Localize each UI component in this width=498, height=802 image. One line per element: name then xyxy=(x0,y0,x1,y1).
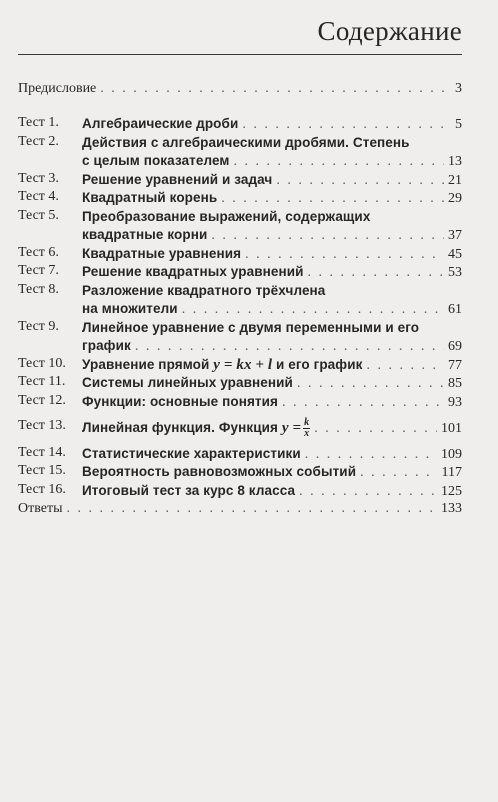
title-underline xyxy=(18,54,462,55)
toc-entry-title: Квадратный корень xyxy=(82,190,218,205)
toc-answers-page: 133 xyxy=(441,501,462,516)
toc-entry-page: 85 xyxy=(448,376,462,391)
toc-entry-page: 45 xyxy=(448,247,462,262)
toc-entry-title-continued: график xyxy=(82,338,131,353)
toc-entry-title: Линейное уравнение с двумя переменными и его xyxy=(82,320,420,335)
leader-dots xyxy=(305,446,437,464)
toc-entry-title: Преобразование выражений, содержащих xyxy=(82,209,371,224)
toc-entry-test-15[interactable] xyxy=(82,463,462,481)
leader-dots xyxy=(234,153,444,171)
toc-preface[interactable] xyxy=(18,80,462,98)
toc-entry-title: Линейная функция. Функция xyxy=(82,420,278,436)
toc-entry-page: 13 xyxy=(448,154,462,169)
toc-entry-test-5-line1[interactable] xyxy=(82,208,462,226)
toc-preface-page: 3 xyxy=(455,81,462,96)
toc-test-number: Тест 16. xyxy=(18,482,66,497)
leader-dots xyxy=(221,190,444,208)
toc-entry-title: Алгебраические дроби xyxy=(82,116,239,131)
toc-entry-test-11[interactable] xyxy=(82,374,462,392)
toc-test-number: Тест 6. xyxy=(18,245,59,260)
toc-entry-title: Статистические характеристики xyxy=(82,446,301,461)
toc-entry-test-8-line1[interactable] xyxy=(82,282,462,300)
toc-entry-title: Решение уравнений и задач xyxy=(82,172,273,187)
leader-dots xyxy=(314,420,437,438)
toc-test-number: Тест 11. xyxy=(18,374,66,389)
toc-test-number: Тест 4. xyxy=(18,189,59,204)
toc-entry-title: Квадратные уравнения xyxy=(82,246,242,261)
toc-entry-title: Итоговый тест за курс 8 класса xyxy=(82,483,296,498)
toc-entry-test-8-line2[interactable] xyxy=(82,300,462,318)
toc-entry-test-6[interactable] xyxy=(82,245,462,263)
toc-entry-page: 69 xyxy=(448,339,462,354)
toc-test-number: Тест 12. xyxy=(18,393,66,408)
toc-preface-label: Предисловие xyxy=(18,81,97,96)
toc-entry-title-continued: на множители xyxy=(82,301,178,316)
toc-entry-test-9-line2[interactable] xyxy=(82,337,462,355)
leader-dots xyxy=(182,301,444,319)
toc-entry-title: Уравнение прямой xyxy=(82,357,210,372)
fraction-denominator: x xyxy=(304,428,310,439)
toc-test-number: Тест 8. xyxy=(18,282,59,297)
leader-dots xyxy=(245,246,444,264)
toc-entry-page: 77 xyxy=(448,358,462,373)
toc-entry-test-2-line2[interactable] xyxy=(82,152,462,170)
fraction-k-over-x xyxy=(303,418,310,439)
toc-entry-page: 29 xyxy=(448,191,462,206)
toc-entry-test-13[interactable] xyxy=(82,417,462,439)
toc-answers[interactable] xyxy=(18,500,462,518)
leader-dots xyxy=(67,500,438,518)
leader-dots xyxy=(276,172,444,190)
leader-dots xyxy=(100,80,451,98)
toc-entry-test-12[interactable] xyxy=(82,393,462,411)
toc-entry-test-3[interactable] xyxy=(82,171,462,189)
toc-test-number: Тест 7. xyxy=(18,263,59,278)
toc-entry-title-continued: с целым показателем xyxy=(82,153,230,168)
toc-entry-test-5-line2[interactable] xyxy=(82,226,462,244)
page-title: Содержание xyxy=(317,16,462,46)
toc-entry-test-16[interactable] xyxy=(82,482,462,500)
leader-dots xyxy=(360,464,437,482)
line-equation-formula: y = kx + l xyxy=(213,357,273,373)
toc-entry-page: 109 xyxy=(441,447,462,462)
toc-entry-page: 117 xyxy=(441,465,462,480)
toc-test-number: Тест 10. xyxy=(18,356,66,371)
toc-entry-page: 53 xyxy=(448,265,462,280)
toc-entry-page: 37 xyxy=(448,228,462,243)
toc-test-number: Тест 1. xyxy=(18,115,59,130)
toc-test-number: Тест 9. xyxy=(18,319,59,334)
toc-test-number: Тест 14. xyxy=(18,445,66,460)
toc-entry-page: 93 xyxy=(448,395,462,410)
toc-entry-title: Решение квадратных уравнений xyxy=(82,264,304,279)
toc-entry-test-10[interactable] xyxy=(82,356,462,374)
toc-entry-test-14[interactable] xyxy=(82,445,462,463)
leader-dots xyxy=(299,483,437,501)
toc-entry-title: Системы линейных уравнений xyxy=(82,375,293,390)
toc-answers-label: Ответы xyxy=(18,501,63,516)
toc-entry-page: 61 xyxy=(448,302,462,317)
leader-dots xyxy=(308,264,444,282)
toc-entry-test-1[interactable] xyxy=(82,115,462,133)
leader-dots xyxy=(297,375,444,393)
function-formula: y = xyxy=(281,420,302,437)
toc-entry-page: 5 xyxy=(455,117,462,132)
toc-entry-test-2-line1[interactable] xyxy=(82,134,462,152)
fraction-numerator: k xyxy=(304,417,310,428)
toc-entry-page: 21 xyxy=(448,173,462,188)
toc-entry-page: 101 xyxy=(441,421,462,437)
toc-entry-title: Действия с алгебраическими дробями. Степень xyxy=(82,135,410,150)
toc-test-number: Тест 13. xyxy=(18,418,66,433)
toc-test-number: Тест 2. xyxy=(18,134,59,149)
toc-test-number: Тест 15. xyxy=(18,463,66,478)
toc-entry-title: Вероятность равновозможных событий xyxy=(82,464,357,479)
toc-test-number: Тест 5. xyxy=(18,208,59,223)
toc-test-number: Тест 3. xyxy=(18,171,59,186)
toc-entry-title-continued: и его график xyxy=(276,357,363,372)
leader-dots xyxy=(211,227,444,245)
toc-entry-title: Функции: основные понятия xyxy=(82,394,279,409)
leader-dots xyxy=(282,394,444,412)
toc-entry-test-7[interactable] xyxy=(82,263,462,281)
toc-entry-page: 125 xyxy=(441,484,462,499)
leader-dots xyxy=(242,116,451,134)
toc-entry-test-4[interactable] xyxy=(82,189,462,207)
leader-dots xyxy=(366,357,444,375)
toc-entry-test-9-line1[interactable] xyxy=(82,319,462,337)
leader-dots xyxy=(135,338,444,356)
toc-entry-title: Разложение квадратного трёхчлена xyxy=(82,283,326,298)
toc-entry-title-continued: квадратные корни xyxy=(82,227,208,242)
